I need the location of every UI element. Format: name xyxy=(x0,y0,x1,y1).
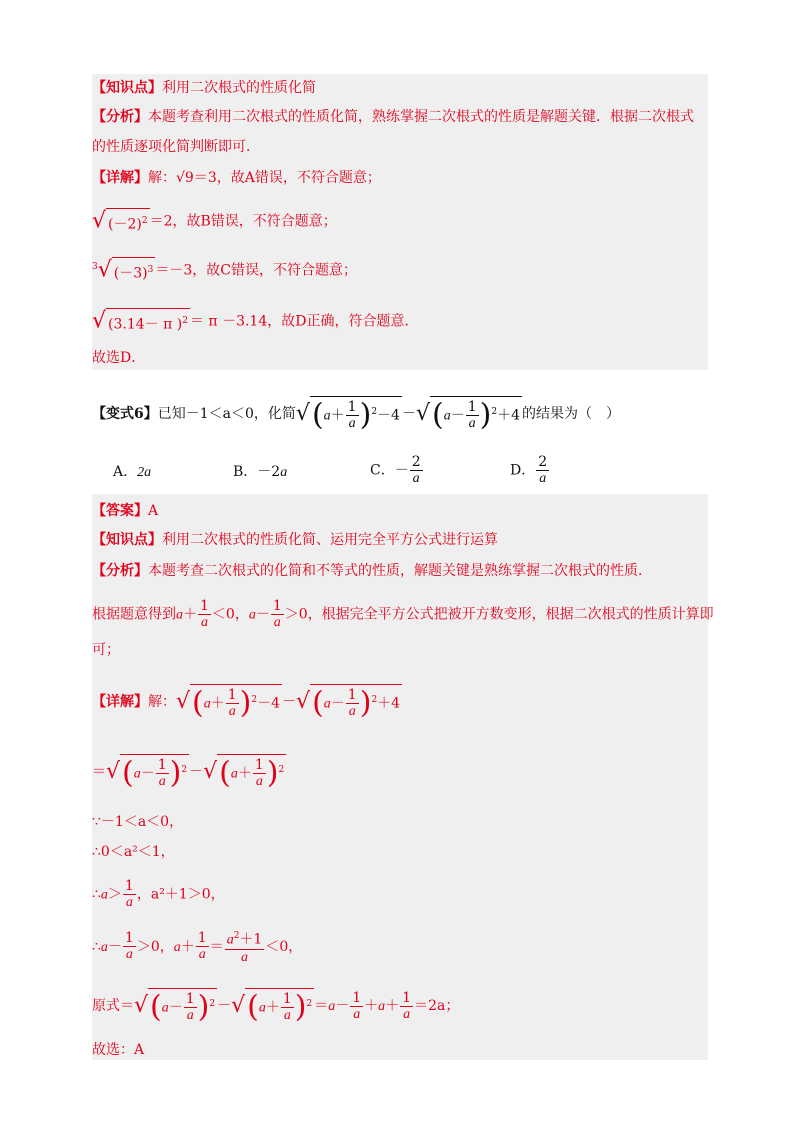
final-answer-line: 故选：A xyxy=(92,1042,145,1058)
knowledge-point-line-2: 【知识点】利用二次根式的性质化简、运用完全平方公式进行运算 xyxy=(92,532,498,548)
detail-line-a: 【详解】解：√9＝3，故A错误，不符合题意； xyxy=(92,170,381,186)
knowledge-point-line: 【知识点】利用二次根式的性质化简 xyxy=(92,80,316,96)
reason-line-2: 可； xyxy=(92,642,120,658)
detail-step-3: ∵－1＜a＜0， xyxy=(92,814,184,830)
answer-line-1: 故选D． xyxy=(92,350,146,366)
detail-step-4: ∴0＜a²＜1， xyxy=(92,844,175,860)
option-a[interactable]: A．2a xyxy=(113,464,152,480)
detail-line-c: $^3$√ $(-3)^3 =-3$，故C错误，不符合题意； xyxy=(92,257,357,283)
option-b[interactable]: B．－2a xyxy=(233,464,288,480)
detail-expression-line: 【详解】解：√(a＋ $\frac{1}{a}$ )$^2$－4 －√(a－ $\frac{1}{a}$ )$^2$＋4 xyxy=(92,685,401,721)
question-stem: 【变式6】已知－1＜a＜0，化简√(a＋ $\frac{1}{a}$ )$^2$－4 －√(a－ $\frac{1}{a}$ )$^2$＋4 的结果为（ ） xyxy=(92,397,621,433)
answer-tag-line: 【答案】A xyxy=(92,503,159,519)
option-d[interactable]: D． $\frac{2}{a}$ xyxy=(510,454,548,486)
detail-step-2: ＝√(a－ $\frac{1}{a}$ )$^2$ －√(a＋ $\frac{1}{a}$ )$^2$ xyxy=(92,755,285,791)
analysis-line-1: 【分析】本题考查利用二次根式的性质化简，熟练掌握二次根式的性质是解题关键．根据二次根式 xyxy=(92,109,694,125)
analysis-line-3: 【分析】本题考查二次根式的化简和不等式的性质，解题关键是熟练掌握二次根式的性质． xyxy=(92,563,652,579)
analysis-line-2: 的性质逐项化简判断即可． xyxy=(92,139,260,155)
detail-step-5: ∴a＞ $\frac{1}{a}$ ，a²＋1＞0， xyxy=(92,878,225,910)
detail-original-expression: 原式＝√(a－ $\frac{1}{a}$ )$^2$ －√(a＋ $\frac{1}{a}$ )$^2$ ＝a－ $\frac{1}{a}$ ＋a＋ $\frac{1}{a}$ ＝2a； xyxy=(92,989,460,1025)
detail-line-d: √ (3.14－ π )$^2$ ＝ π －3.14，故D正确，符合题意． xyxy=(92,308,419,334)
option-c[interactable]: C．－ $\frac{2}{a}$ xyxy=(370,454,421,486)
detail-step-6: ∴a－ $\frac{1}{a}$ ＞0，a＋ $\frac{1}{a}$ ＝ $\frac{a^2+1}{a}$ ＜0， xyxy=(92,928,302,966)
detail-line-b: √ $(-2)^2 =2$，故B错误，不符合题意； xyxy=(92,208,337,234)
reason-line-1: 根据题意得到a＋ $\frac{1}{a}$ ＜0，a－ $\frac{1}{a}$ ＞0，根据完全平方公式把被开方数变形，根据二次根式的性质计算即 xyxy=(92,598,714,630)
